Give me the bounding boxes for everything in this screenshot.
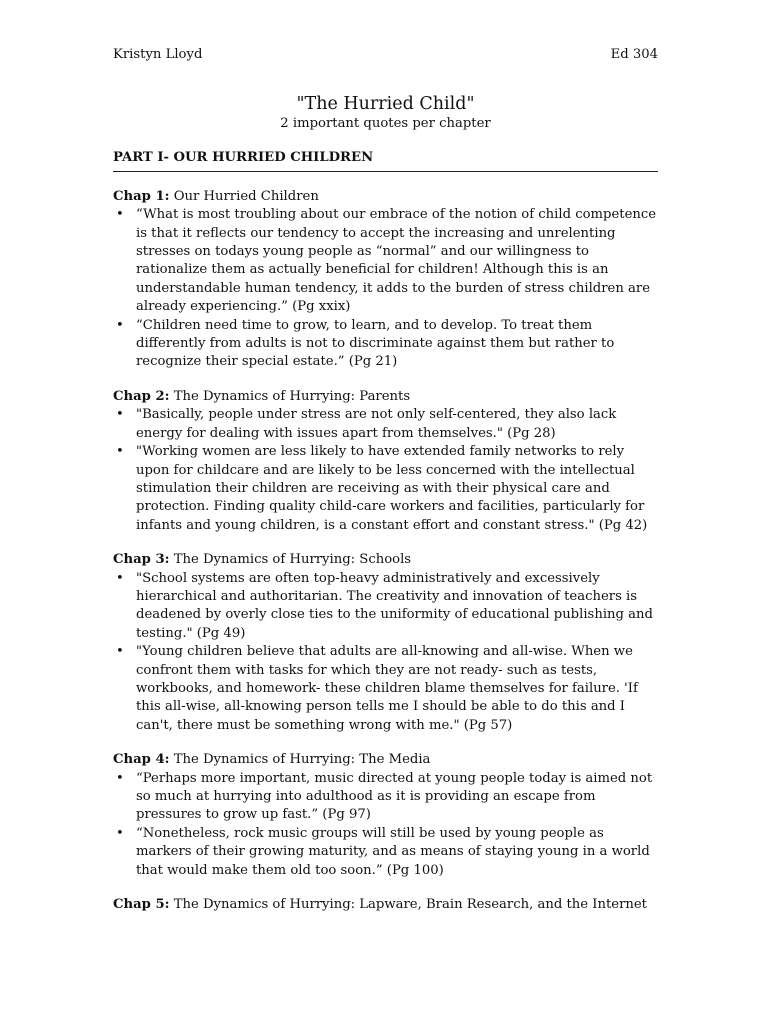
quote-text: "School systems are often top-heavy administratively and excessively hierarchical and authoritarian. The creativity and innovation of teachers is deadened by overly close ties to the uniformity of educational publishing and testing." (Pg 49)	[136, 570, 653, 641]
bullet-icon: •	[116, 407, 124, 423]
quote-item	[113, 770, 658, 825]
chapter-section	[113, 896, 658, 914]
chapter-label: Chap 5:	[113, 897, 170, 913]
chapter-section	[113, 388, 658, 535]
chapter-heading	[113, 188, 658, 206]
bullet-icon: •	[116, 770, 124, 786]
bullet-icon: •	[116, 570, 124, 586]
chapter-heading	[113, 388, 658, 406]
quote-list	[113, 406, 658, 535]
chapter-list	[113, 188, 658, 915]
quote-text: “Nonetheless, rock music groups will still be used by young people as markers of their growing maturity, and as means of staying young in a world that would make them old too soon.” (Pg 100)	[136, 825, 650, 878]
course-code: Ed 304	[610, 47, 658, 62]
quote-item	[113, 206, 658, 316]
document-page	[113, 46, 658, 914]
quote-item	[113, 825, 658, 880]
quote-text: "Basically, people under stress are not only self-centered, they also lack energy for dealing with issues apart from themselves." (Pg 28)	[136, 407, 617, 441]
chapter-heading	[113, 751, 658, 769]
bullet-icon: •	[116, 444, 124, 460]
document-title: "The Hurried Child"	[296, 94, 475, 114]
chapter-title: The Dynamics of Hurrying: The Media	[173, 752, 431, 768]
quote-item	[113, 317, 658, 372]
bullet-icon: •	[116, 825, 124, 841]
part-heading: PART I- OUR HURRIED CHILDREN	[113, 149, 658, 171]
quote-list	[113, 206, 658, 372]
chapter-heading	[113, 896, 658, 914]
chapter-section	[113, 751, 658, 880]
quote-text: "Working women are less likely to have extended family networks to rely upon for childcare and are likely to be less concerned with the intellectual stimulation their children are receiving as with their physical care and protection. Finding quality child-care workers and facilities, particularly for infants and young children, is a constant effort and constant stress." (Pg 42)	[136, 444, 648, 533]
chapter-section	[113, 551, 658, 735]
quote-item	[113, 570, 658, 644]
quote-list	[113, 570, 658, 736]
quote-text: "Young children believe that adults are all-knowing and all-wise. When we confront them with tasks for which they are not ready- such as tests, workbooks, and homework- these children blame themselves for failure. 'If this all-wise, all-knowing person tells me I should be able to do this and I can't, there must be something wrong with me." (Pg 57)	[136, 644, 638, 733]
quote-text: “Children need time to grow, to learn, and to develop. To treat them differently from adults is not to discriminate against them but rather to recognize their special estate.” (Pg 21)	[136, 317, 615, 370]
quote-list	[113, 770, 658, 880]
page-header	[113, 46, 658, 66]
chapter-section	[113, 188, 658, 372]
chapter-label: Chap 2:	[113, 388, 170, 404]
quote-item	[113, 443, 658, 535]
quote-text: “Perhaps more important, music directed at young people today is aimed not so much at hurrying into adulthood as it is providing an escape from pressures to grow up fast.” (Pg 97)	[136, 770, 653, 823]
document-subtitle: 2 important quotes per chapter	[280, 116, 491, 131]
chapter-heading	[113, 551, 658, 569]
quote-text: “What is most troubling about our embrace of the notion of child competence is that it reflects our tendency to accept the increasing and unrelenting stresses on todays young people as “normal” and our willingness to rationalize them as actually beneficial for children! Although this is an understandable human tendency, it adds to the burden of stress children are already experiencing.” (Pg xxix)	[136, 207, 657, 315]
chapter-label: Chap 4:	[113, 752, 170, 768]
bullet-icon: •	[116, 207, 124, 223]
chapter-title: The Dynamics of Hurrying: Parents	[173, 388, 411, 404]
chapter-title: The Dynamics of Hurrying: Schools	[173, 552, 412, 568]
quote-item	[113, 406, 658, 443]
chapter-title: Our Hurried Children	[173, 188, 319, 204]
chapter-label: Chap 3:	[113, 552, 170, 568]
quote-item	[113, 643, 658, 735]
bullet-icon: •	[116, 644, 124, 660]
author-name: Kristyn Lloyd	[113, 47, 203, 62]
bullet-icon: •	[116, 317, 124, 333]
chapter-label: Chap 1:	[113, 188, 170, 204]
chapter-title: The Dynamics of Hurrying: Lapware, Brain Research, and the Internet	[173, 897, 647, 913]
